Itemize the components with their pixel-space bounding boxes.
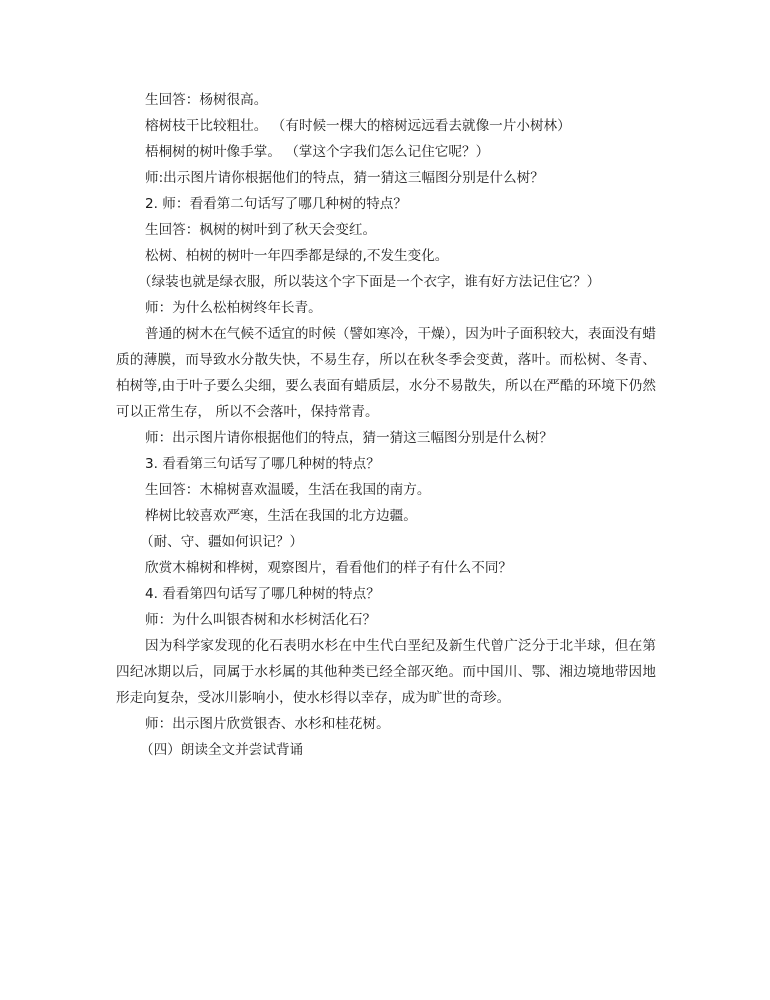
document-body [116,87,656,763]
paragraph: 生回答：杨树很高。 [145,92,268,108]
paragraph: 师：出示图片请你根据他们的特点，猜一猜这三幅图分别是什么树？ [145,430,553,446]
paragraph: 2. 师：看看第二句话写了哪几种树的特点？ [145,196,407,212]
paragraph: 普通的树木在气候不适宜的时候（譬如寒冷，干燥），因为叶子面积较大，表面没有蜡质的薄膜，而导致水分散失快，不易生存，所以在秋冬季会变黄，落叶。而松树、冬青、柏树等,由于叶子要么尖细，要么表面有蜡质层，水分不易散失，所以在严酷的环境下仍然可以正常生存， 所以不会落叶，保持常青。 [116,326,656,420]
paragraph: 师：为什么叫银杏树和水杉树活化石？ [145,612,377,628]
paragraph: 因为科学家发现的化石表明水杉在中生代白垩纪及新生代曾广泛分于北半球，但在第四纪冰期以后，同属于水杉属的其他种类已经全部灭绝。而中国川、鄂、湘边境地带因地形走向复杂，受冰川影响小，使水杉得以幸存，成为旷世的奇珍。 [116,638,656,706]
paragraph: 松树、柏树的树叶一年四季都是绿的,不发生变化。 [145,248,449,264]
paragraph: （耐、守、疆如何识记？） [140,534,304,550]
paragraph: 师:出示图片请你根据他们的特点，猜一猜这三幅图分别是什么树？ [145,170,544,186]
paragraph: 生回答：枫树的树叶到了秋天会变红。 [145,222,377,238]
paragraph: 3. 看看第三句话写了哪几种树的特点？ [145,456,380,472]
paragraph: 师：出示图片欣赏银杏、水杉和桂花树。 [145,716,390,732]
paragraph: 欣赏木棉树和桦树，观察图片，看看他们的样子有什么不同？ [145,560,513,576]
paragraph: 师：为什么松柏树终年长青。 [145,300,322,316]
section-heading: （四）朗读全文并尝试背诵 [140,742,304,758]
paragraph: 桦树比较喜欢严寒，生活在我国的北方边疆。 [145,508,417,524]
paragraph: 生回答：木棉树喜欢温暖，生活在我国的南方。 [145,482,431,498]
paragraph: 梧桐树的树叶像手掌。 （掌这个字我们怎么记住它呢？） [145,144,490,160]
paragraph: 4. 看看第四句话写了哪几种树的特点？ [145,586,380,602]
paragraph: （绿装也就是绿衣服，所以装这个字下面是一个衣字，谁有好方法记住它？） [138,274,601,290]
paragraph: 榕树枝干比较粗壮。 （有时候一棵大的榕树远远看去就像一片小树林） [145,118,571,134]
